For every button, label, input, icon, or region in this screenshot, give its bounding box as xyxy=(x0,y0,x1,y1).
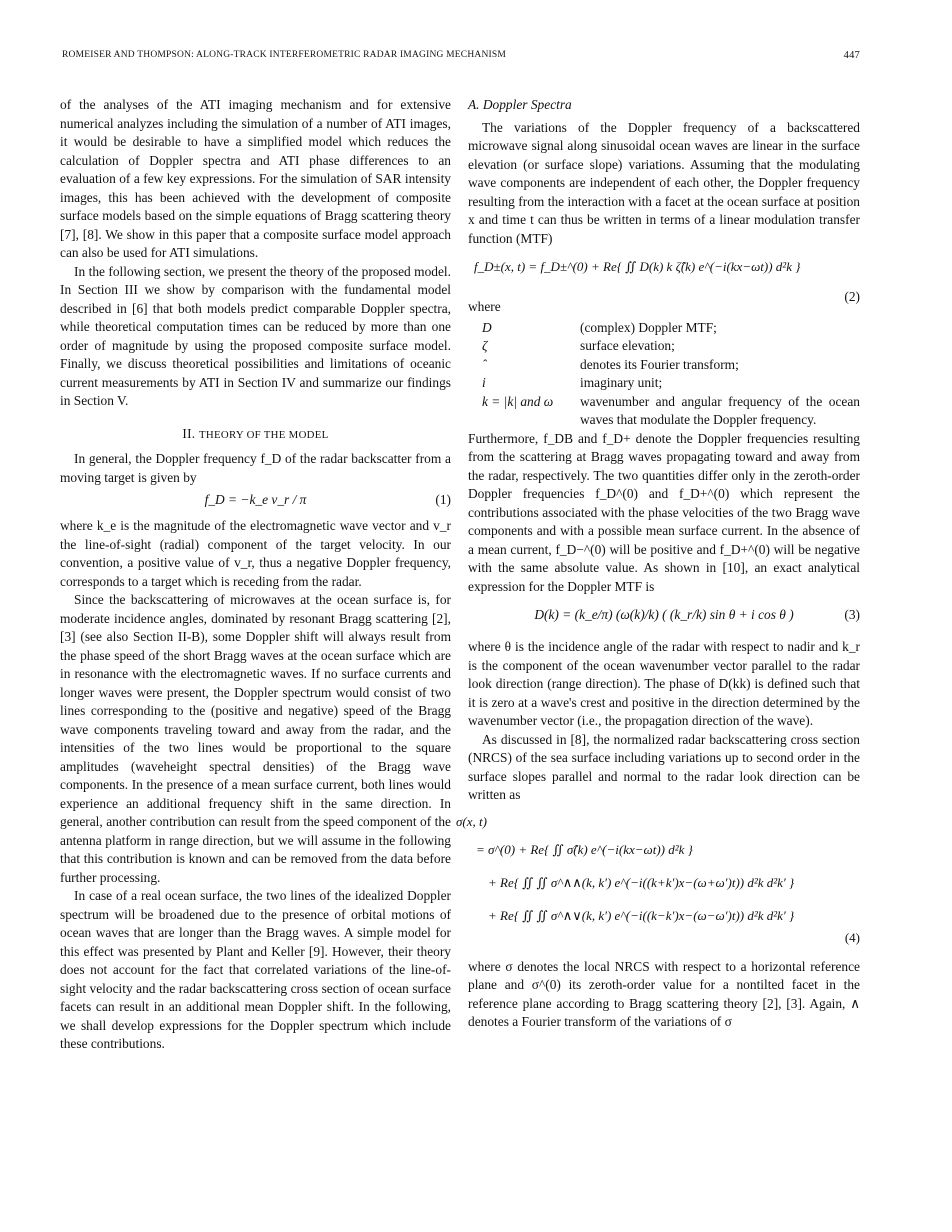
paragraph: where σ denotes the local NRCS with respect to a horizontal reference plane and σ^(0) its zeroth-order value for a nontilted facet in the reference plane according to Bragg scattering theory [2], [3]. Again, ∧ denotes a Fourier transform of the variations of σ xyxy=(468,958,860,1029)
right-column xyxy=(456,96,860,1032)
equation-body: f_D±(x, t) = f_D±^(0) + Re{ ∬ D(k) k ζ̂(k) e^(−i(kx−ωt)) d²k } xyxy=(474,259,801,274)
page-number: 447 xyxy=(843,50,860,61)
definition-text: surface elevation; xyxy=(580,338,675,353)
definition-row xyxy=(468,393,860,430)
equation-number: (1) xyxy=(435,492,451,507)
definition-row xyxy=(468,356,860,375)
left-column xyxy=(60,96,451,1054)
equation-number: (2) xyxy=(844,289,860,304)
paragraph: As discussed in [8], the normalized radar backscattering cross section (NRCS) of the sea surface including variations up to second order in the surface slopes parallel and normal to the radar look direction can be written as xyxy=(468,731,860,802)
equation-line: + Re{ ∬ ∬ σ^∧∨(k, k′) e^(−i((k−k′)x−(ω−ω′)t)) d²k d²k′ } xyxy=(488,907,795,923)
definition-row xyxy=(468,374,860,393)
definition-text: denotes its Fourier transform; xyxy=(580,356,739,372)
paragraph: Since the backscattering of microwaves at the ocean surface is, for moderate incidence angles, dominated by resonant Bragg scattering [2], [3] (see also Section II-B), some Doppler shift will always result from the phase speed of the short Bragg waves at the ocean surface which are in resonance with the electromagnetic waves. If no surface currents and longer waves were present, the Doppler spectrum would consist of two lines corresponding to the (positive and negative) speed of the Bragg wave components traveling toward and away from the radar, and the intensities of the two lines would be proportional to the square amplitudes (waveheight spectral densities) of the Bragg wave components. In the presence of a mean surface current, both lines would experience an additional frequency shift in the same direction. In general, another contribution can result from the speed component of the antenna platform in range direction, but we will assume in the following that this contribution is known and can be removed from the data before further processing. xyxy=(60,592,451,885)
paragraph: where k_e is the magnitude of the electromagnetic wave vector and v_r the line-of-sight (radial) component of the target velocity. In our convention, a positive value of v_r, thus a negative Doppler frequency, corresponds to a target which is receding from the radar. xyxy=(60,518,451,589)
definition-symbol: ζ xyxy=(482,338,488,353)
paragraph: In the following section, we present the theory of the proposed model. In Section III we show by comparison with the fundamental model described in [6] that both models predict comparable Doppler spectra, while theoretical computation times can be reduced by more than one order of magnitude by using the proposed composite surface model. Finally, we discuss theoretical possibilities and limitations of oceanic current measurements by ATI in Section IV and summarize our findings in Section V. xyxy=(60,263,451,408)
running-title: ROMEISER AND THOMPSON: ALONG-TRACK INTERFEROMETRIC RADAR IMAGING MECHANISM xyxy=(62,50,506,60)
paragraph: The variations of the Doppler frequency of a backscattered microwave signal along sinusoidal ocean waves are linear in the surface elevation (or surface slope) variations. Assuming that the modulating wave components are independent of each other, the Doppler frequency resulting from the interaction with a facet at the ocean surface at position x and time t can thus be written in terms of a linear modulation transfer function (MTF) xyxy=(468,119,860,246)
where-label: where xyxy=(468,299,501,314)
equation-3 xyxy=(468,596,860,638)
definition-text: imaginary unit; xyxy=(580,375,663,390)
paragraph: Furthermore, f_DB and f_D+ denote the Doppler frequencies resulting from the scattering at Bragg waves propagating toward and away from the radar, respectively. The two quantities differ only in the zeroth-order Doppler frequencies f_D^(0) and f_D+^(0) which represent the contributions associated with the phase velocities of the two Bragg wave components and with a possible mean surface current. In the absence of a mean current, f_D−^(0) will be positive and f_D+^(0) will be negative with the same absolute value. As shown in [10], an exact analytical expression for the Doppler MTF is xyxy=(468,430,860,594)
definition-symbol: i xyxy=(482,375,486,390)
paragraph: In case of a real ocean surface, the two lines of the idealized Doppler spectrum will be broadened due to the presence of orbital motions of ocean waves that are longer than the Bragg waves. A simple model for this effect was presented by Plant and Keller [9]. However, their theory does not account for the fact that correlated variations of the line-of-sight velocity and the radar backscattering cross section of ocean surface facets can result in an additional mean Doppler shift. In the following, we shall develop expressions for the Doppler spectrum which include these contributions. xyxy=(60,888,451,1051)
equation-line: = σ^(0) + Re{ ∬ σ̂(k) e^(−i(kx−ωt)) d²k } xyxy=(476,841,693,857)
equation-body: f_D = −k_e v_r / π xyxy=(204,492,307,507)
definition-text: (complex) Doppler MTF; xyxy=(580,319,717,335)
definition-row xyxy=(468,337,860,356)
definition-row xyxy=(468,319,860,338)
definition-text: wavenumber and angular frequency of the ocean waves that modulate the Doppler frequency. xyxy=(580,393,860,427)
symbol-definitions xyxy=(468,319,860,430)
section-title: THEORY OF THE MODEL xyxy=(199,428,329,441)
equation-4 xyxy=(456,811,860,945)
equation-line: + Re{ ∬ ∬ σ^∧∧(k, k′) e^(−i((k+k′)x−(ω+ω′)t)) d²k d²k′ } xyxy=(488,874,795,890)
definition-symbol: k = |k| and ω xyxy=(482,393,554,409)
equation-1 xyxy=(60,487,451,517)
definition-symbol: ˆ xyxy=(482,356,487,372)
paragraph: In general, the Doppler frequency f_D of the radar backscatter from a moving target is given by xyxy=(60,451,451,485)
definition-symbol: D xyxy=(482,319,492,335)
section-number: II. xyxy=(182,425,196,441)
equation-number: (4) xyxy=(844,930,860,945)
paragraph: of the analyses of the ATI imaging mechanism and for extensive numerical analyzes including the simulation of a number of ATI images, it would be desirable to have a simplified model which reduces the calculation of Doppler spectra and ATI phase differences to an evaluation of a few key expressions. For the simulation of SAR intensity images, this has been achieved with the development of composite surface models based on the simple equations of Bragg scattering theory [7], [8]. We show in this paper that a composite surface model approach can also be used for ATI simulations. xyxy=(60,97,451,260)
paragraph: where θ is the incidence angle of the radar with respect to nadir and k_r is the component of the ocean wavenumber vector parallel to the radar look direction (range direction). The phase of D(kk) is defined such that it is zero at a wave's crest and positive in the direction determined by the wavenumber vector (i.e., the propagation direction of the wave). xyxy=(468,639,860,728)
subsection-heading: A. Doppler Spectra xyxy=(468,97,572,112)
equation-2 xyxy=(468,248,860,304)
equation-body: D(k) = (k_e/π) (ω(k)/k) ( (k_r/k) sin θ + i cos θ ) xyxy=(534,607,794,622)
equation-number: (3) xyxy=(844,607,860,622)
section-heading xyxy=(60,425,451,445)
equation-line: σ(x, t) xyxy=(456,813,487,829)
